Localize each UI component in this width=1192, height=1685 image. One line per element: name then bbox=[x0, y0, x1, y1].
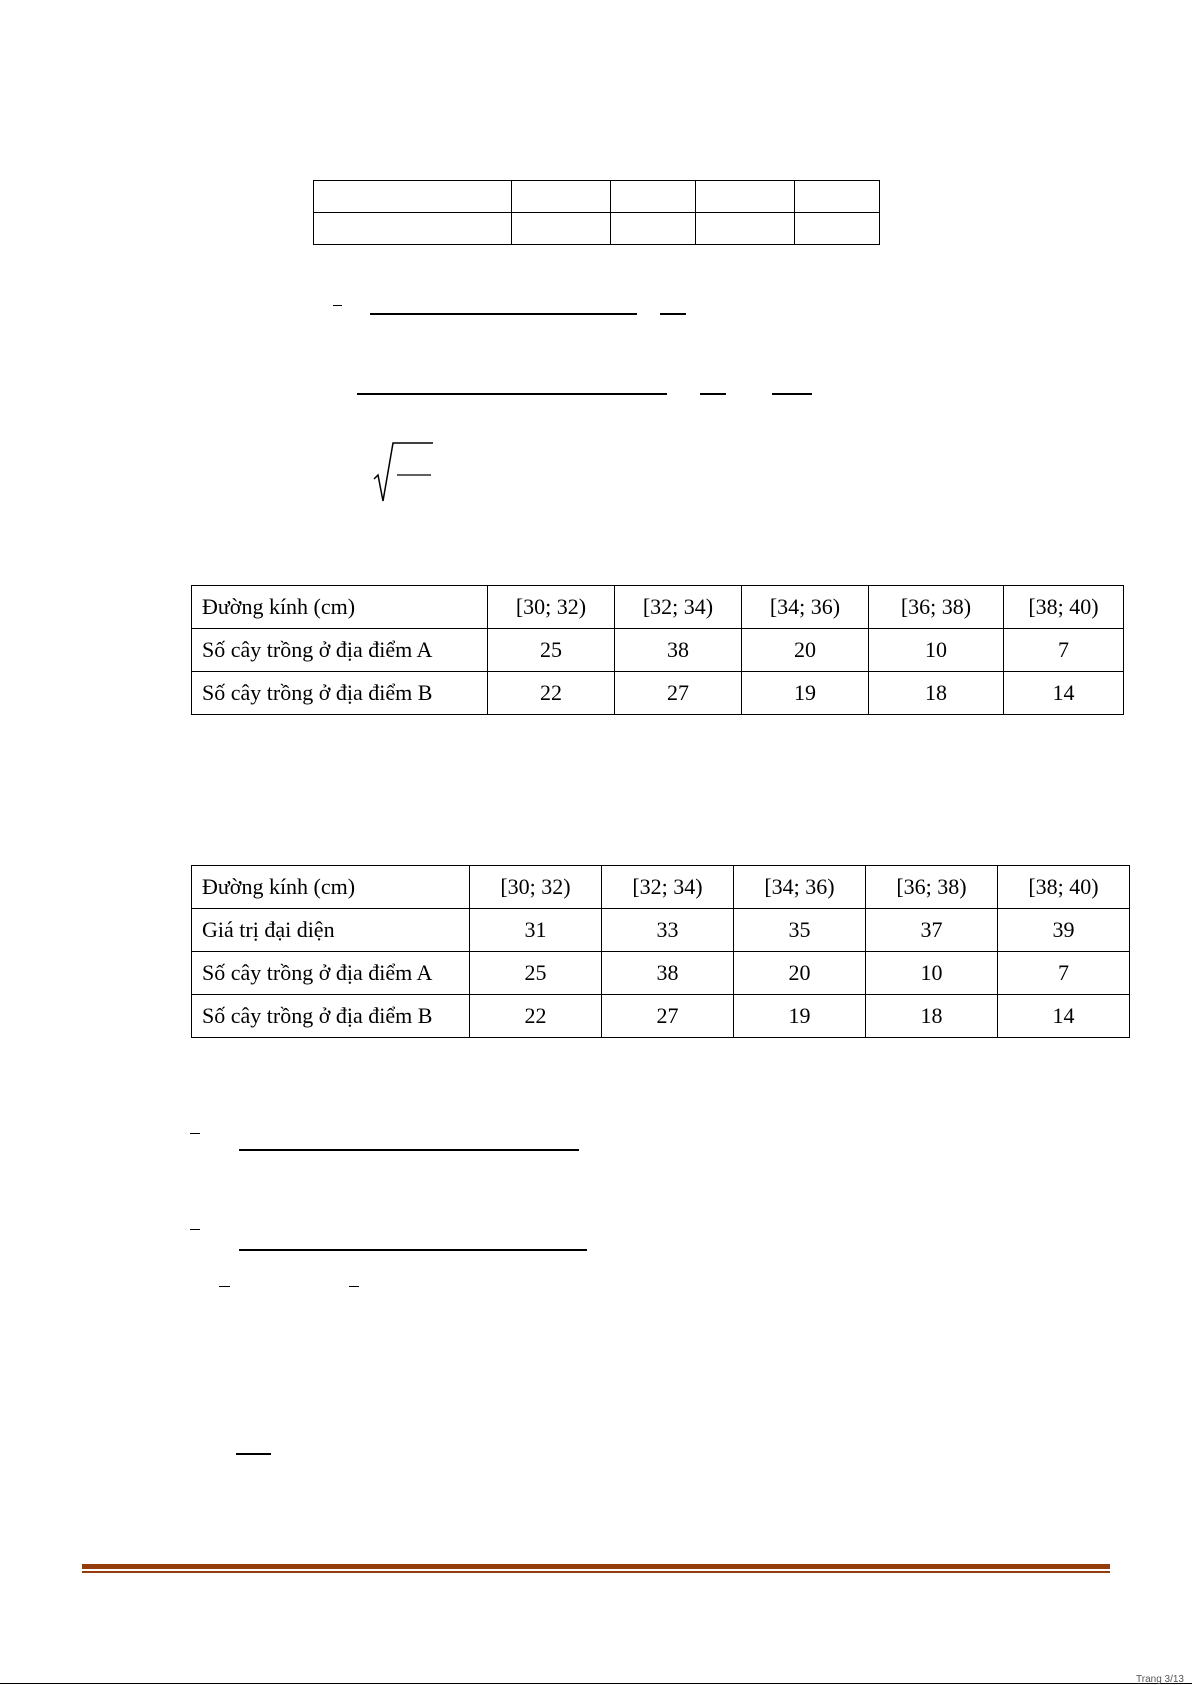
interval-cell: [30; 32) bbox=[470, 866, 602, 909]
representative-value-table bbox=[191, 865, 1130, 1038]
square-root-symbol bbox=[373, 441, 433, 503]
header-cell: Đường kính (cm) bbox=[192, 586, 488, 629]
table-cell: 7 bbox=[998, 952, 1130, 995]
table-cell: 19 bbox=[734, 995, 866, 1038]
interval-cell: [32; 34) bbox=[602, 866, 734, 909]
table-row bbox=[192, 995, 1130, 1038]
table-cell: 25 bbox=[488, 629, 615, 672]
table-cell: 14 bbox=[998, 995, 1130, 1038]
table-cell: 38 bbox=[602, 952, 734, 995]
fraction-line bbox=[239, 1249, 587, 1251]
fraction-line bbox=[370, 313, 637, 315]
table-cell: 25 bbox=[470, 952, 602, 995]
mean-bar bbox=[349, 1286, 359, 1287]
row-label: Giá trị đại diện bbox=[192, 909, 470, 952]
interval-cell: [36; 38) bbox=[869, 586, 1004, 629]
mean-bar bbox=[219, 1286, 230, 1287]
page-bottom-line bbox=[0, 1683, 1192, 1684]
table-cell: 10 bbox=[869, 629, 1004, 672]
table-cell: 20 bbox=[742, 629, 869, 672]
table-cell: 33 bbox=[602, 909, 734, 952]
interval-cell: [30; 32) bbox=[488, 586, 615, 629]
mean-bar bbox=[190, 1133, 200, 1134]
table-cell: 27 bbox=[615, 672, 742, 715]
table-row bbox=[192, 629, 1124, 672]
row-label: Số cây trồng ở địa điểm B bbox=[192, 995, 470, 1038]
interval-cell: [38; 40) bbox=[998, 866, 1130, 909]
header-cell: Đường kính (cm) bbox=[192, 866, 470, 909]
table-row bbox=[192, 909, 1130, 952]
fraction-line bbox=[357, 393, 667, 395]
table-cell: 39 bbox=[998, 909, 1130, 952]
table-row bbox=[192, 672, 1124, 715]
table-cell: 10 bbox=[866, 952, 998, 995]
fraction-line bbox=[700, 393, 726, 395]
table-cell: 14 bbox=[1004, 672, 1124, 715]
table-row bbox=[314, 213, 880, 245]
table-cell: 20 bbox=[734, 952, 866, 995]
interval-cell: [34; 36) bbox=[742, 586, 869, 629]
fraction-line bbox=[239, 1149, 579, 1151]
table-cell: 19 bbox=[742, 672, 869, 715]
row-label: Số cây trồng ở địa điểm B bbox=[192, 672, 488, 715]
fraction-line bbox=[236, 1453, 271, 1455]
mean-bar bbox=[190, 1229, 200, 1230]
table-row bbox=[192, 952, 1130, 995]
table-cell: 7 bbox=[1004, 629, 1124, 672]
interval-cell: [34; 36) bbox=[734, 866, 866, 909]
fraction-line bbox=[772, 393, 812, 395]
empty-frequency-table bbox=[313, 180, 880, 245]
table-cell: 38 bbox=[615, 629, 742, 672]
table-header-row bbox=[192, 586, 1124, 629]
table-cell: 18 bbox=[869, 672, 1004, 715]
mean-bar bbox=[333, 305, 342, 306]
row-label: Số cây trồng ở địa điểm A bbox=[192, 952, 470, 995]
table-cell: 37 bbox=[866, 909, 998, 952]
table-cell: 18 bbox=[866, 995, 998, 1038]
page-number: Trang 3/13 bbox=[1136, 1674, 1184, 1685]
interval-cell: [36; 38) bbox=[866, 866, 998, 909]
fraction-line bbox=[660, 313, 686, 315]
table-cell: 22 bbox=[470, 995, 602, 1038]
row-label: Số cây trồng ở địa điểm A bbox=[192, 629, 488, 672]
footer-rule bbox=[82, 1564, 1110, 1573]
table-cell: 35 bbox=[734, 909, 866, 952]
interval-cell: [38; 40) bbox=[1004, 586, 1124, 629]
table-header-row bbox=[192, 866, 1130, 909]
table-row bbox=[314, 181, 880, 213]
table-cell: 22 bbox=[488, 672, 615, 715]
diameter-table bbox=[191, 585, 1124, 715]
interval-cell: [32; 34) bbox=[615, 586, 742, 629]
table-cell: 27 bbox=[602, 995, 734, 1038]
table-cell: 31 bbox=[470, 909, 602, 952]
